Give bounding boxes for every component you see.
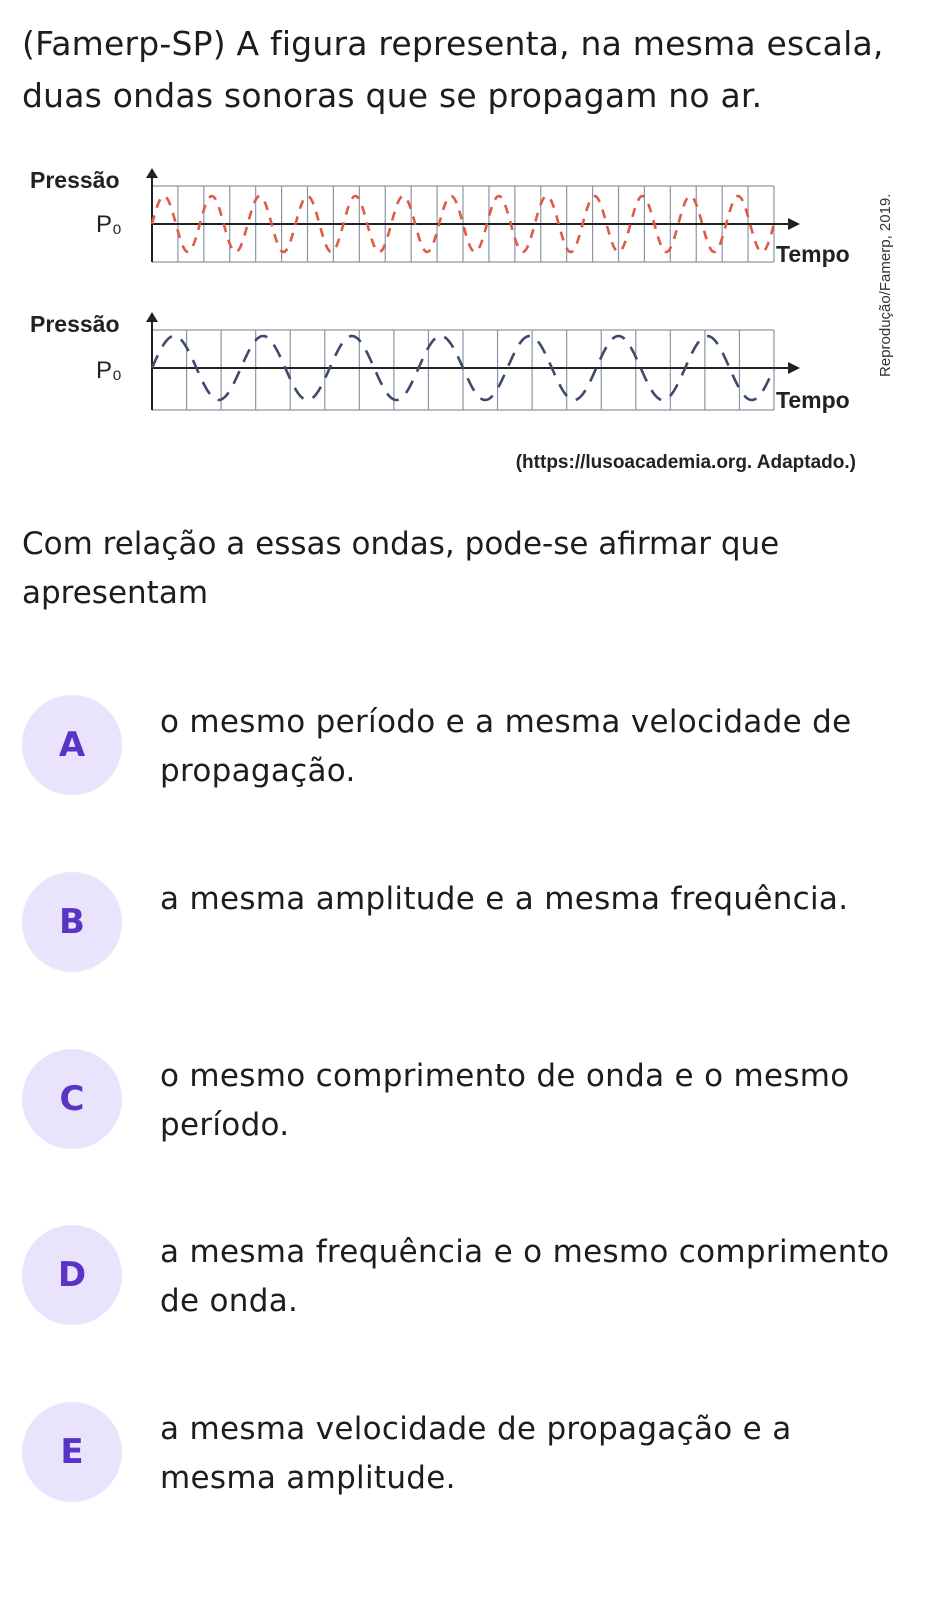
bottom-p0-label: P₀ xyxy=(96,357,122,384)
option-a[interactable] xyxy=(22,695,922,805)
option-d-text[interactable]: a mesma frequência e o mesmo comprimento de onda. xyxy=(160,1234,890,1319)
top-y-label: Pressão xyxy=(30,167,120,193)
option-e[interactable] xyxy=(22,1402,922,1512)
option-d-letter[interactable]: D xyxy=(22,1225,122,1325)
wave-diagram xyxy=(22,152,902,492)
prompt-text: Com relação a essas ondas, pode-se afirmar que apresentam xyxy=(22,526,780,611)
bottom-y-label: Pressão xyxy=(30,311,120,337)
option-d[interactable] xyxy=(22,1225,922,1335)
bottom-x-label: Tempo xyxy=(776,387,850,413)
top-x-arrow xyxy=(788,218,800,230)
option-c-text[interactable]: o mesmo comprimento de onda e o mesmo período. xyxy=(160,1058,850,1143)
option-c-letter[interactable]: C xyxy=(22,1049,122,1149)
bottom-y-arrow xyxy=(146,312,158,322)
option-a-text[interactable]: o mesmo período e a mesma velocidade de propagação. xyxy=(160,704,852,789)
bottom-grid xyxy=(152,330,774,410)
top-y-arrow xyxy=(146,168,158,178)
bottom-x-arrow xyxy=(788,362,800,374)
option-b-text[interactable]: a mesma amplitude e a mesma frequência. xyxy=(160,881,849,917)
option-b-letter[interactable]: B xyxy=(22,872,122,972)
figure-credit: Reprodução/Famerp, 2019. xyxy=(877,193,894,377)
option-e-letter[interactable]: E xyxy=(22,1402,122,1502)
figure-source: (https://lusoacademia.org. Adaptado.) xyxy=(515,452,856,473)
option-a-letter[interactable]: A xyxy=(22,695,122,795)
question-text: (Famerp-SP) A figura representa, na mesma escala, duas ondas sonoras que se propagam no ar. xyxy=(22,24,884,115)
option-c[interactable] xyxy=(22,1049,922,1159)
option-b[interactable] xyxy=(22,872,922,982)
top-x-label: Tempo xyxy=(776,241,850,267)
top-p0-label: P₀ xyxy=(96,211,122,238)
wave-figure xyxy=(22,152,902,492)
option-e-text[interactable]: a mesma velocidade de propagação e a mesma amplitude. xyxy=(160,1411,792,1496)
